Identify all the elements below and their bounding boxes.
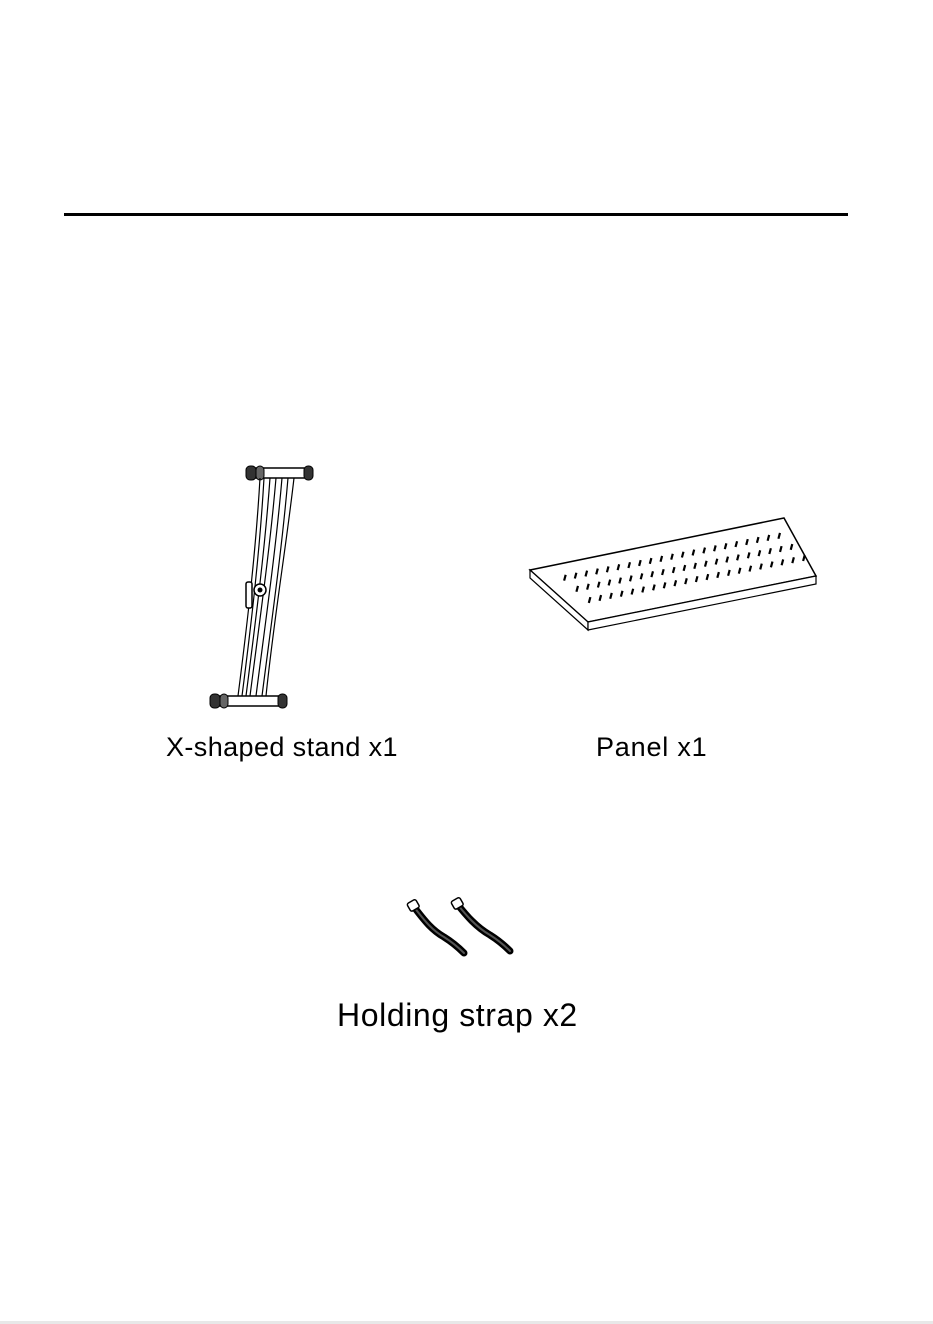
holding-strap-icon [400,895,524,961]
stand-caption: X-shaped stand x1 [166,732,398,762]
panel-caption: Panel x1 [596,732,708,762]
x-shaped-stand-icon [190,458,330,716]
section-divider [64,213,848,216]
strap-caption: Holding strap x2 [337,997,578,1033]
panel-icon [522,510,822,640]
